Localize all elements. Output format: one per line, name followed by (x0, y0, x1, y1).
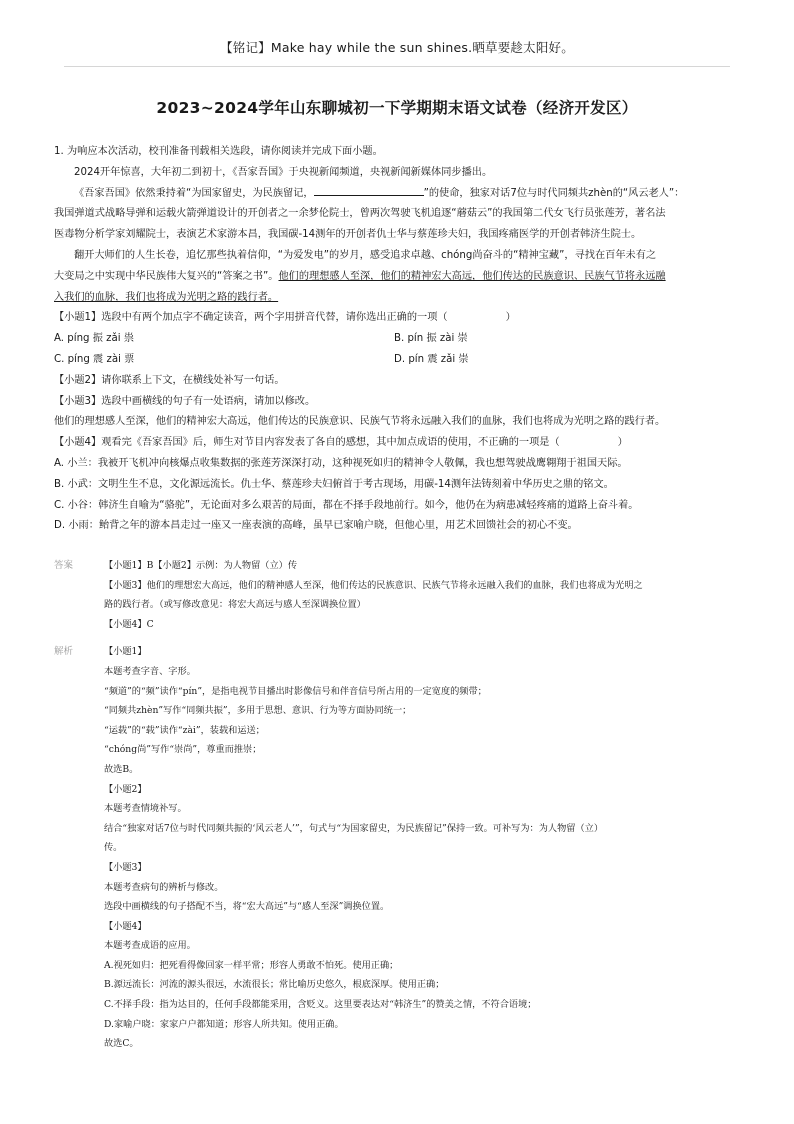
answer-analysis-block (54, 556, 734, 1054)
passage-para-2-line-3: 医毒物分析学家刘耀院士，表演艺术家游本昌，我国碳-14测年的开创者仇士华与蔡莲珍夫妇，我国疼痛医学的开创者韩济生院士。 (54, 229, 642, 241)
page-title: 2023~2024学年山东聊城初一下学期期末语文试卷（经济开发区） (156, 99, 638, 117)
sub-question-1: 【小题1】选段中有两个加点字不确定读音，两个字用拼音代替，请你选出正确的一项（ ） (54, 312, 516, 324)
sub-question-1-options-row-2 (54, 350, 744, 371)
passage-para-2 (54, 184, 744, 205)
analysis-line: 本题考查字音、字形。 (104, 665, 196, 677)
sub-question-4-option-d: D. 小雨：鲐背之年的游本昌走过一座又一座表演的高峰，虽早已家喻户晓，但他心里，用艺术回馈社会的初心不变。 (54, 520, 578, 532)
para2-before-blank: 《吾家吾国》依然秉持着“为国家留史，为民族留记， (74, 187, 314, 199)
answer-line: 【小题4】C (104, 618, 154, 630)
sub-question-4-option-a: A. 小兰：我被开飞机冲向核爆点收集数据的张莲芳深深打动，这种视死如归的精神令人敬佩，我也想驾驶战鹰翱翔于祖国天际。 (54, 457, 628, 469)
passage-para-3-line-3: 入我们的血脉，我们也将成为光明之路的践行者。 (54, 291, 279, 303)
analysis-line: A.视死如归：把死看得像回家一样平常；形容人勇敢不怕死。使用正确； (104, 959, 399, 971)
analysis-line: 本题考查成语的应用。 (104, 940, 196, 952)
sub-question-1-options-row-1 (54, 329, 744, 350)
header-motto: 【铭记】Make hay while the sun shines.晒草要趁太阳好。 (220, 40, 574, 55)
answer-line: 【小题3】他们的理想宏大高远，他们的精神感人至深，他们传达的民族意识、民族气节将永远融入我们的血脉，我们也将成为光明之 (104, 579, 643, 591)
sub-question-4-option-c: C. 小谷：韩济生自喻为“骆驼”，无论面对多么艰苦的局面，都在不择手段地前行。如今，他仍在为病患减轻疼痛的道路上奋斗着。 (54, 499, 639, 511)
analysis-label: 解析 (54, 646, 74, 658)
passage-para-2-line-2: 我国弹道式战略导弹和运载火箭弹道设计的开创者之一余梦伦院士，曾两次驾驶飞机追逐“蘑菇云”的我国第二代女飞行员张莲芳，著名法 (54, 208, 666, 220)
question-intro: 1. 为响应本次活动，校刊准备刊载相关选段，请你阅读并完成下面小题。 (54, 146, 383, 157)
option-b: B. pín 振 zài 崇 (394, 333, 468, 345)
passage-para-3-line-2 (54, 267, 744, 288)
sub-question-4-option-b: B. 小武：文明生生不息，文化源远流长。仇士华、蔡莲珍夫妇俯首于考古现场，用碳-14测年法铸刻着中华历史之鼎的铭文。 (54, 478, 614, 490)
sub-question-4: 【小题4】观看完《吾家吾国》后，师生对节目内容发表了各自的感想，其中加点成语的使用，不正确的一项是（ ） (54, 437, 628, 449)
analysis-line: “频道”的“频”读作“pín”，是指电视节目播出时影像信号和伴音信号所占用的一定宽度的频带； (104, 685, 487, 697)
answer-section (54, 556, 734, 634)
analysis-line: 故选C。 (104, 1038, 139, 1050)
analysis-line: B.源远流长：河流的源头很远，水流很长；常比喻历史悠久，根底深厚。使用正确； (104, 979, 445, 991)
analysis-line: 选段中画横线的句子搭配不当，将“宏大高远”与“感人至深”调换位置。 (104, 901, 390, 913)
header-divider (64, 66, 730, 67)
analysis-line: C.不择手段：指为达目的，任何手段都能采用，含贬义。这里要表达对“韩济生”的赞美之情，不符合语境； (104, 999, 537, 1011)
analysis-line: 本题考查情境补写。 (104, 803, 187, 815)
question-block (54, 142, 744, 537)
answer-label: 答案 (54, 560, 74, 571)
option-a: A. píng 振 zǎi 祟 (54, 333, 134, 345)
answer-body (104, 556, 734, 634)
passage-para-1: 2024开年惊喜，大年初二到初十，《吾家吾国》于央视新闻频道，央视新闻新媒体同步播出。 (74, 166, 493, 178)
analysis-body (104, 642, 734, 1053)
option-d: D. pín 震 zǎi 崇 (394, 353, 469, 365)
sub-question-2: 【小题2】请你联系上下文，在横线处补写一句话。 (54, 374, 285, 386)
analysis-line: “同频共zhèn”写作“同频共振”，多用于思想、意识、行为等方面协同统一； (104, 705, 412, 717)
fill-blank (314, 184, 424, 196)
analysis-line: “运载”的“载”读作“zài”，装载和运送； (104, 724, 265, 736)
para2-after-blank: ”的使命，独家对话7位与时代同频共zhèn的“风云老人”： (423, 187, 685, 199)
analysis-line: 【小题1】 (104, 646, 147, 658)
sub-question-3-sentence: 他们的理想感人至深，他们的精神宏大高远，他们传达的民族意识、民族气节将永远融入我们的血脉，我们也将成为光明之路的践行者。 (54, 416, 666, 428)
analysis-line: 故选B。 (104, 763, 139, 775)
passage-para-3: 翻开大师们的人生长卷，追忆那些执着信仰，“为爱发电”的岁月，感受追求卓越、chóng尚奋斗的“精神宝藏”，寻找在百年未有之 (74, 249, 657, 261)
underlined-sentence: 他们的理想感人至深，他们的精神宏大高远，他们传达的民族意识、民族气节将永远融 (278, 270, 666, 282)
para3-plain: 大变局之中实现中华民族伟大复兴的“答案之书”。 (54, 270, 279, 282)
analysis-line: 【小题4】 (104, 920, 147, 932)
option-c: C. píng 震 zài 票 (54, 353, 135, 365)
sub-question-3: 【小题3】选段中画横线的句子有一处语病，请加以修改。 (54, 395, 316, 407)
analysis-line: 【小题3】 (104, 861, 147, 873)
analysis-line: D.家喻户晓：家家户户都知道；形容人所共知。使用正确。 (104, 1018, 344, 1030)
analysis-line: 【小题2】 (104, 783, 147, 795)
analysis-line: 结合“独家对话7位与时代同频共振的‘风云老人’”，句式与“为国家留史，为民族留记”保持一致。可补写为：为人物留（立） (104, 822, 604, 834)
analysis-line: 传。 (104, 842, 123, 854)
analysis-line: “chóng尚”写作“崇尚”，尊重而推崇； (104, 744, 262, 756)
analysis-line: 本题考查病句的辨析与修改。 (104, 881, 224, 893)
answer-line: 路的践行者。（或写修改意见：将宏大高远与感人至深调换位置） (104, 599, 366, 611)
answer-line: 【小题1】B【小题2】示例：为人物留（立）传 (104, 560, 298, 571)
analysis-section (54, 642, 734, 1053)
